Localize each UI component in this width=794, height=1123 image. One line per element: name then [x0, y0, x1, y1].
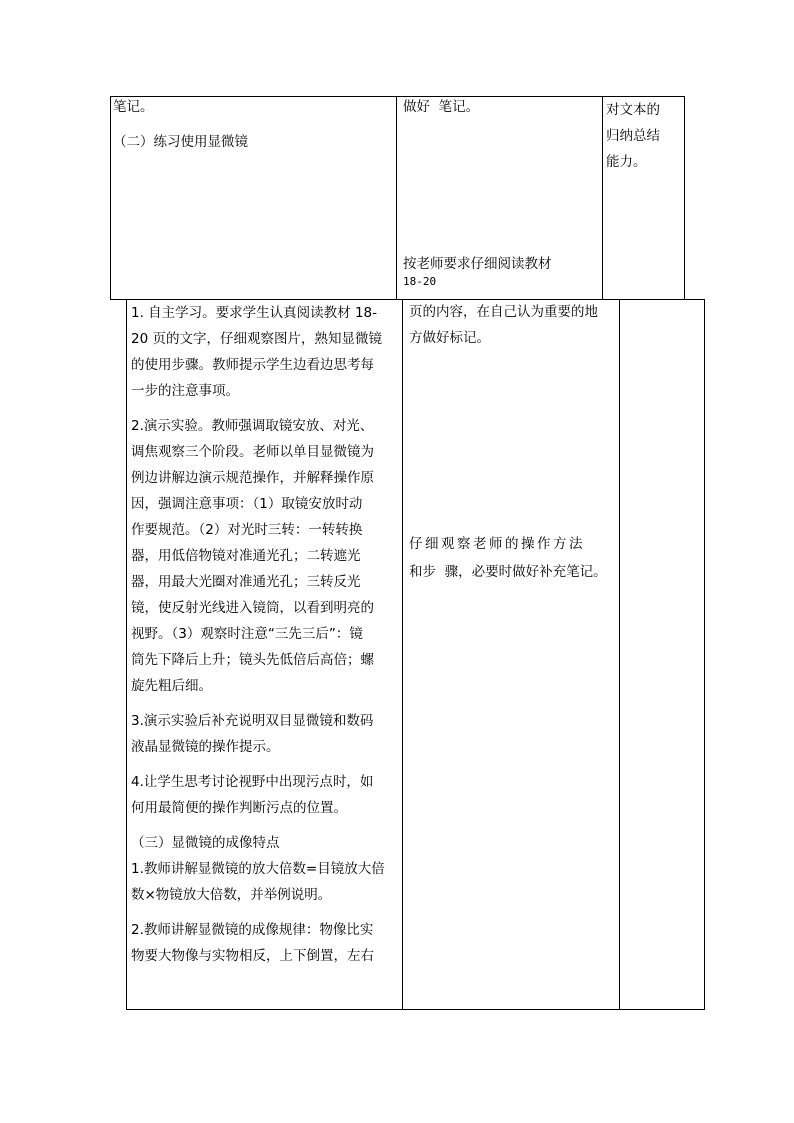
step3-line: 液晶显微镜的操作提示。 [131, 739, 280, 755]
table2-col2-line1: 页的内容，在自己认为重要的地 [409, 304, 598, 320]
table1-intent-cell [603, 97, 685, 300]
step1-line: 的使用步骤。教师提示学生边看边思考每 [131, 357, 374, 373]
step4-line: 何用最简便的操作判断污点的位置。 [131, 800, 347, 816]
step2-line: 视野。（3）观察时注意“三先三后”：镜 [131, 626, 363, 642]
magnification-line: 数×物镜放大倍数，并举例说明。 [131, 887, 332, 903]
step4-paragraph [131, 769, 398, 821]
table2-student-cell [403, 300, 620, 1010]
step3-line: 3.演示实验后补充说明双目显微镜和数码 [131, 713, 374, 729]
step2-line: 作要规范。（2）对光时三转：一转转换 [131, 522, 363, 538]
table2-col2-line2: 方做好标记。 [409, 330, 490, 346]
table1-col1-line1: 笔记。 [113, 99, 154, 115]
table1-student-cell [397, 97, 603, 300]
step2-line: 因，强调注意事项：（1）取镜安放时动 [131, 496, 363, 512]
imaging-line: 2.教师讲解显微镜的成像规律：物像比实 [131, 922, 374, 938]
table1-col3-line2: 归纳总结 [606, 128, 660, 144]
table1-col3-line1: 对文本的 [606, 102, 660, 118]
table2-col2-line3: 仔细观察老师的操作方法 [409, 536, 585, 552]
step2-line: 调焦观察三个阶段。老师以单目显微镜为 [131, 444, 374, 460]
table2-teacher-cell [127, 300, 403, 1010]
step2-line: 例边讲解边演示规范操作，并解释操作原 [131, 470, 374, 486]
lesson-table-top [110, 96, 685, 300]
step2-line: 镜，使反射光线进入镜筒，以看到明亮的 [131, 600, 374, 616]
step2-line: 2.演示实验。教师强调取镜安放、对光、 [131, 418, 374, 434]
table1-col2-line3: 18-20 [403, 275, 437, 288]
table2-col2-line4: 和步 骤，必要时做好补充笔记。 [409, 564, 607, 580]
table1-teacher-cell [111, 97, 397, 300]
step1-line: 1. 自主学习。要求学生认真阅读教材 18- [131, 305, 378, 321]
table2-intent-cell [620, 300, 705, 1010]
step2-line: 筒先下降后上升；镜头先低倍后高倍；螺 [131, 652, 374, 668]
magnification-line: 1.教师讲解显微镜的放大倍数=目镜放大倍 [131, 861, 385, 877]
table1-col2-line2: 按老师要求仔细阅读教材 [403, 256, 552, 272]
step2-line: 旋先粗后细。 [131, 678, 212, 694]
table1-col1-line2: （二）练习使用显微镜 [113, 134, 248, 150]
step1-line: 一步的注意事项。 [131, 383, 239, 399]
section3-heading: （三）显微镜的成像特点 [131, 835, 280, 851]
step1-line: 20 页的文字，仔细观察图片，熟知显微镜 [131, 331, 382, 347]
step1-paragraph [131, 300, 398, 404]
lesson-table-main [126, 299, 705, 1010]
step3-paragraph [131, 708, 398, 760]
step4-line: 4.让学生思考讨论视野中出现污点时，如 [131, 774, 374, 790]
step2-line: 器，用低倍物镜对准通光孔；二转遮光 [131, 548, 361, 564]
imaging-paragraph [131, 917, 398, 969]
step2-line: 器，用最大光圈对准通光孔；三转反光 [131, 574, 361, 590]
table1-col2-line1: 做好 笔记。 [403, 99, 480, 115]
imaging-line: 物要大物像与实物相反，上下倒置，左右 [131, 948, 374, 964]
magnification-paragraph [131, 856, 398, 908]
step2-paragraph [131, 413, 398, 699]
table1-col3-line3: 能力。 [606, 154, 647, 170]
